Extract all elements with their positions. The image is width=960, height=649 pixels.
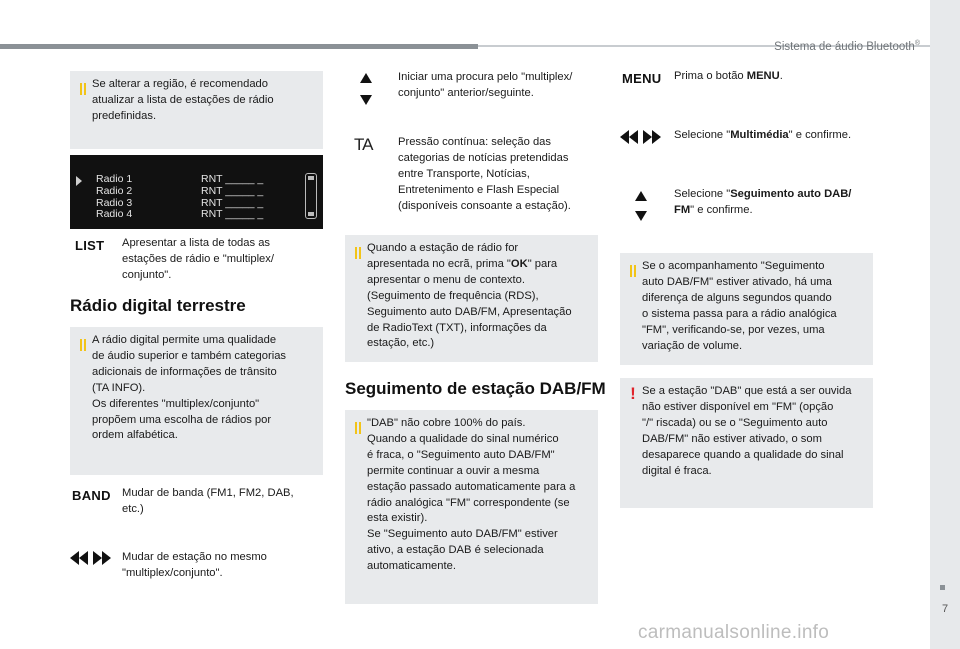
- up-arrow-icon: [635, 191, 647, 201]
- note-marker-icon: [80, 83, 82, 95]
- note-region: Se alterar a região, é recomendado atualizar a lista de estações de rádio predefinidas.: [70, 71, 323, 149]
- scroll-up-icon: [308, 176, 314, 180]
- note-marker-icon: [359, 422, 361, 434]
- play-icon: [76, 176, 82, 186]
- warning-icon: !: [630, 384, 636, 403]
- band-description: Mudar de banda (FM1, FM2, DAB, etc.): [122, 487, 294, 515]
- down-arrow-icon: [635, 211, 647, 221]
- note-marker-icon: [355, 422, 357, 434]
- note-context-menu: Quando a estação de rádio for apresentada no ecrã, prima "OK" para apresentar o menu de contexto. (Seguimento de frequência (RDS), Seguimento auto DAB/FM, Apresentação de RadioText (TXT), informações da estação, etc.): [345, 235, 598, 362]
- down-arrow-icon: [360, 95, 372, 105]
- note-marker-icon: [355, 247, 357, 259]
- menu-key-label: MENU: [622, 71, 662, 86]
- page-number: 7: [941, 603, 949, 615]
- page-marker: [940, 585, 945, 590]
- note-marker-icon: [634, 265, 636, 277]
- multimedia-description: Selecione "Multimédia" e confirme.: [674, 129, 852, 141]
- seek-arrows-icon: [70, 550, 110, 566]
- note-marker-icon: [359, 247, 361, 259]
- note-dab-fm: "DAB" não cobre 100% do país. Quando a qualidade do sinal numérico é fraca, o "Seguimento auto DAB/FM" permite continuar a ouvir a mesma estação passado automaticamente para a rádio analógica "FM" correspondente (se esta existir). Se "Seguimento auto DAB/FM" estiver ativo, a estação DAB é selecionada automaticamente.: [345, 410, 598, 604]
- warning-note: ! Se a estação "DAB" que está a ser ouvida não estiver disponível em "FM" (opção "/" riscada) ou se o "Seguimento auto DAB/FM" não estiver ativado, o som desaparece quando a qualidade do sinal digital é fraca.: [620, 378, 873, 508]
- page-header-title: Sistema de áudio Bluetooth®: [774, 40, 920, 53]
- station-names: [96, 174, 132, 221]
- note-marker-icon: [80, 339, 82, 351]
- section-title-dab-fm: Seguimento de estação DAB/FM: [345, 379, 606, 398]
- menu-description: Prima o botão MENU.: [674, 70, 783, 82]
- note-marker-icon: [84, 339, 86, 351]
- ta-description: Pressão contínua: seleção das categorias de notícias pretendidas entre Transporte, Notícias, Entretenimento e Flash Especial (disponíveis consoante a estação).: [398, 136, 571, 212]
- note-marker-icon: [630, 265, 632, 277]
- station-rnt-value: RNT _____ _: [201, 196, 264, 209]
- radio-list-screen: [70, 155, 323, 229]
- note-follow: Se o acompanhamento "Seguimento auto DAB/FM" estiver ativado, há uma diferença de alguns segundos quando o sistema passa para a rádio analógica "FM", verificando-se, por vezes, uma variação de volume.: [620, 253, 873, 365]
- page-side-band: [930, 0, 960, 649]
- band-key-label: BAND: [72, 488, 111, 503]
- station-description: Mudar de estação no mesmo "multiplex/conjunto".: [122, 551, 267, 579]
- ta-key-label: TA: [354, 135, 373, 154]
- station-name[interactable]: Radio 1: [96, 173, 133, 185]
- station-name[interactable]: Radio 2: [96, 184, 133, 197]
- seek-arrows-icon: [620, 129, 660, 145]
- station-rnt-value: RNT _____ _: [201, 173, 264, 185]
- note-digital-radio: A rádio digital permite uma qualidade de áudio superior e também categorias adicionais de informações de trânsito (TA INFO). Os diferentes "multiplex/conjunto" propõem uma escolha de rádios por ordem alfabética.: [70, 327, 323, 475]
- note-marker-icon: [84, 83, 86, 95]
- list-key-label: LIST: [75, 238, 105, 253]
- list-description: Apresentar a lista de todas as estações de rádio e "multiplex/ conjunto".: [122, 237, 274, 281]
- station-name[interactable]: Radio 4: [96, 208, 133, 221]
- watermark: carmanualsonline.info: [638, 622, 830, 643]
- follow-description: Selecione "Seguimento auto DAB/ FM" e confirme.: [674, 188, 852, 216]
- up-arrow-icon: [360, 73, 372, 83]
- scrollbar[interactable]: [305, 173, 317, 219]
- search-description: Iniciar uma procura pelo "multiplex/ conjunto" anterior/seguinte.: [398, 71, 573, 99]
- station-name[interactable]: Radio 3: [96, 196, 133, 209]
- section-title-digital-radio: Rádio digital terrestre: [70, 296, 246, 315]
- scroll-down-icon: [308, 212, 314, 216]
- header-rule: [0, 44, 478, 49]
- station-rnt-value: RNT _____ _: [201, 208, 264, 221]
- station-rnt-value: RNT _____ _: [201, 184, 264, 197]
- station-rnt: [201, 174, 263, 221]
